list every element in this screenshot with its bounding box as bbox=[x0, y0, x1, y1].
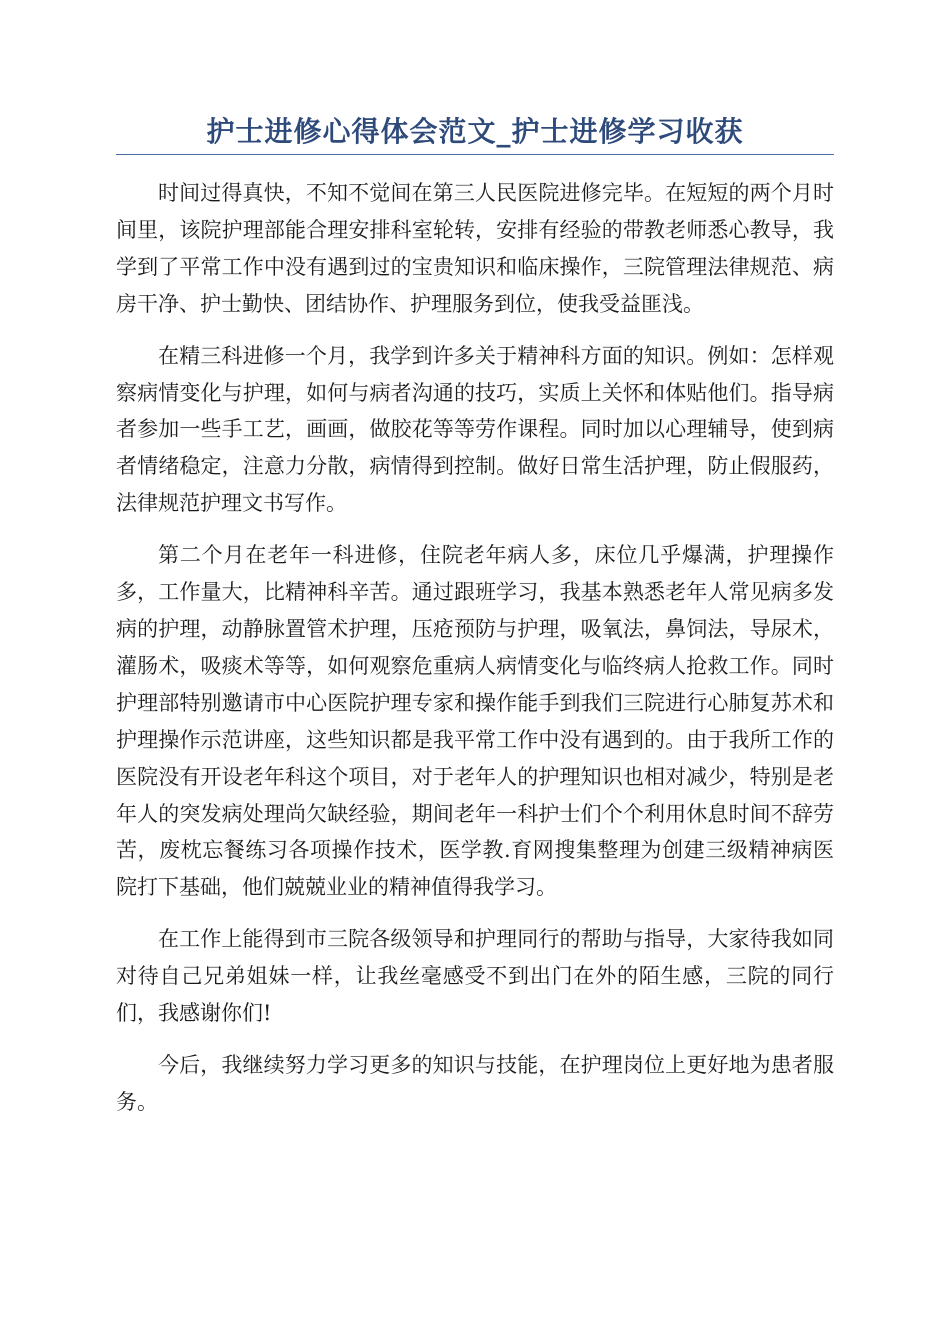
paragraph-5: 今后，我继续努力学习更多的知识与技能，在护理岗位上更好地为患者服务。 bbox=[116, 1052, 834, 1114]
paragraph-2: 在精三科进修一个月，我学到许多关于精神科方面的知识。例如：怎样观察病情变化与护理，如何与病者沟通的技巧，实质上关怀和体贴他们。指导病者参加一些手工艺，画画，做胶花等等劳作课程。同时加以心理辅导，使到病者情绪稳定，注意力分散，病情得到控制。做好日常生活护理，防止假服药，法律规范护理文书写作。 bbox=[116, 343, 834, 516]
paragraph-3: 第二个月在老年一科进修，住院老年病人多，床位几乎爆满，护理操作多，工作量大，比精神科辛苦。通过跟班学习，我基本熟悉老年人常见病多发病的护理，动静脉置管术护理，压疮预防与护理，吸氧法，鼻饲法，导尿术，灌肠术，吸痰术等等，如何观察危重病人病情变化与临终病人抢救工作。同时护理部特别邀请市中心医院护理专家和操作能手到我们三院进行心肺复苏术和护理操作示范讲座，这些知识都是我平常工作中没有遇到的。由于我所工作的医院没有开设老年科这个项目，对于老年人的护理知识也相对减少，特别是老年人的突发病处理尚欠缺经验，期间老年一科护士们个个利用休息时间不辞劳苦，废枕忘餐练习各项操作技术，医学教.育网搜集整理为创建三级精神病医院打下基础，他们兢兢业业的精神值得我学习。 bbox=[116, 543, 834, 900]
document-title: 护士进修心得体会范文_护士进修学习收获 bbox=[206, 115, 744, 148]
paragraph-4: 在工作上能得到市三院各级领导和护理同行的帮助与指导，大家待我如同对待自己兄弟姐妹一样，让我丝毫感受不到出门在外的陌生感，三院的同行们，我感谢你们! bbox=[116, 927, 834, 1026]
paragraph-1: 时间过得真快，不知不觉间在第三人民医院进修完毕。在短短的两个月时间里，该院护理部能合理安排科室轮转，安排有经验的带教老师悉心教导，我学到了平常工作中没有遇到过的宝贵知识和临床操作，三院管理法律规范、病房干净、护士勤快、团结协作、护理服务到位，使我受益匪浅。 bbox=[116, 181, 834, 316]
title-underline bbox=[116, 154, 834, 155]
document-page bbox=[116, 112, 834, 1136]
